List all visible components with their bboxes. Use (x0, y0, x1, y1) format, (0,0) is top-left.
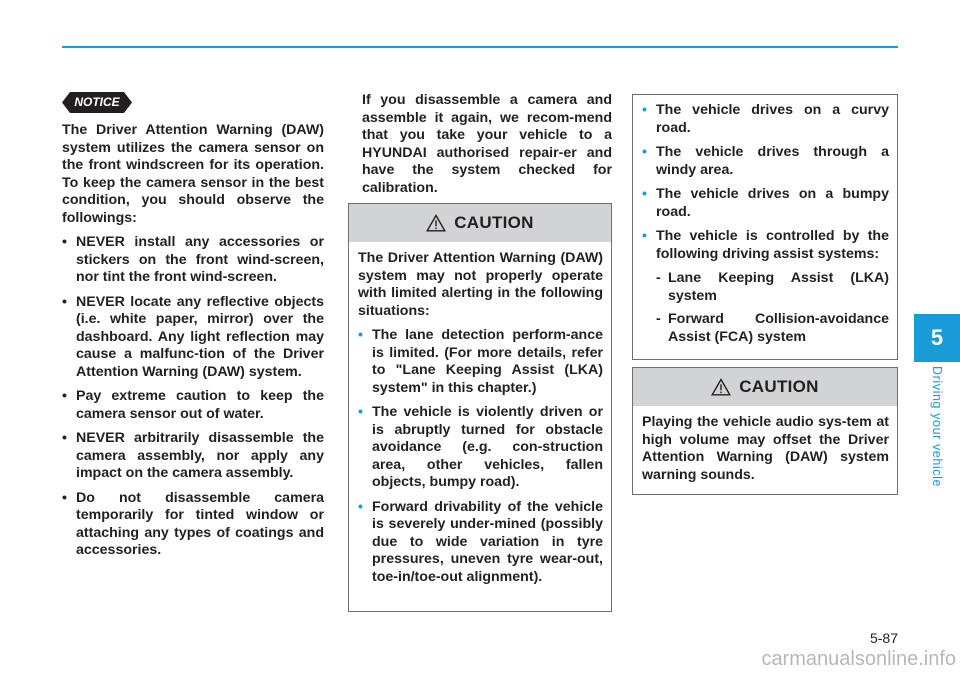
list-item: • NEVER arbitrarily disassemble the camera assembly, nor apply any impact on the camera assembly. (62, 430, 324, 483)
caution-continuation-body (633, 95, 897, 346)
list-item: • The vehicle drives through a windy area. (642, 144, 889, 179)
list-item: • The vehicle drives on a bumpy road. (642, 186, 889, 221)
caution-text: Playing the vehicle audio sys-tem at high volume may offset the Driver Attention Warning (DAW) system warning sounds. (642, 414, 889, 483)
list-item: • NEVER locate any reflective objects (i.e. white paper, mirror) over the dashboard. Any light reflection may cause a malfunc-tion of the Driver Attention Warning (DAW) system. (62, 294, 324, 382)
page-number: 5-87 (869, 630, 898, 646)
top-rule (62, 46, 898, 48)
list-item: • Forward drivability of the vehicle is severely under-mined (possibly due to wide variation in tyre pressures, uneven tyre wear-out, toe-in/toe-out alignment). (358, 499, 603, 587)
caution-label: CAUTION (739, 377, 819, 396)
caution-continued-list (642, 102, 889, 263)
warning-triangle-icon (426, 214, 446, 232)
caution-label: CAUTION (454, 213, 534, 232)
notice-continuation-column (362, 92, 612, 197)
sub-list-item: - Forward Collision-avoidance Assist (FCA) system (656, 311, 889, 346)
warning-triangle-icon (711, 378, 731, 396)
caution-header (349, 204, 611, 242)
caution-body (349, 242, 611, 586)
list-item: • NEVER install any accessories or stickers on the front wind-screen, nor tint the front wind-screen. (62, 234, 324, 287)
caution-body (633, 406, 897, 484)
caution-box-audio-volume (632, 367, 898, 495)
list-item: • Pay extreme caution to keep the camera sensor out of water. (62, 388, 324, 423)
caution-header (633, 368, 897, 406)
notice-label: NOTICE (74, 95, 120, 109)
list-item: • The vehicle drives on a curvy road. (642, 102, 889, 137)
watermark: carmanualsonline.info (761, 648, 956, 670)
list-item: • The lane detection perform-ance is limited. (For more details, refer to "Lane Keeping Assist (LKA) system" in this chapter.) (358, 327, 603, 397)
notice-column (62, 122, 324, 567)
sub-list-item: - Lane Keeping Assist (LKA) system (656, 270, 889, 305)
chapter-number-tab: 5 (914, 314, 960, 362)
notice-continuation: If you disassemble a camera and assemble it again, we recom-mend that you take your vehicle to a HYUNDAI authorised repair-er and have the system checked for calibration. (362, 92, 612, 196)
notice-intro: The Driver Attention Warning (DAW) system utilizes the camera sensor on the front windscreen for its operation. To keep the camera sensor in the best condition, you should observe the followings: (62, 122, 324, 226)
notice-badge (62, 92, 132, 113)
caution-list (358, 327, 603, 586)
assist-system-sublist (656, 270, 889, 346)
list-item: • The vehicle is controlled by the following driving assist systems: (642, 228, 889, 263)
list-item: • Do not disassemble camera temporarily for tinted window or attaching any types of coatings and accessories. (62, 490, 324, 560)
caution-box-daw-limitations (348, 203, 612, 612)
chapter-title: Driving your vehicle (930, 366, 944, 488)
list-item: • The vehicle is violently driven or is abruptly turned for obstacle avoidance (e.g. con-struction area, other vehicles, fallen objects, bumpy road). (358, 404, 603, 492)
notice-list (62, 234, 324, 560)
caution-continuation-box (632, 94, 898, 360)
caution-intro: The Driver Attention Warning (DAW) system may not properly operate with limited alerting in the following situations: (358, 250, 603, 319)
